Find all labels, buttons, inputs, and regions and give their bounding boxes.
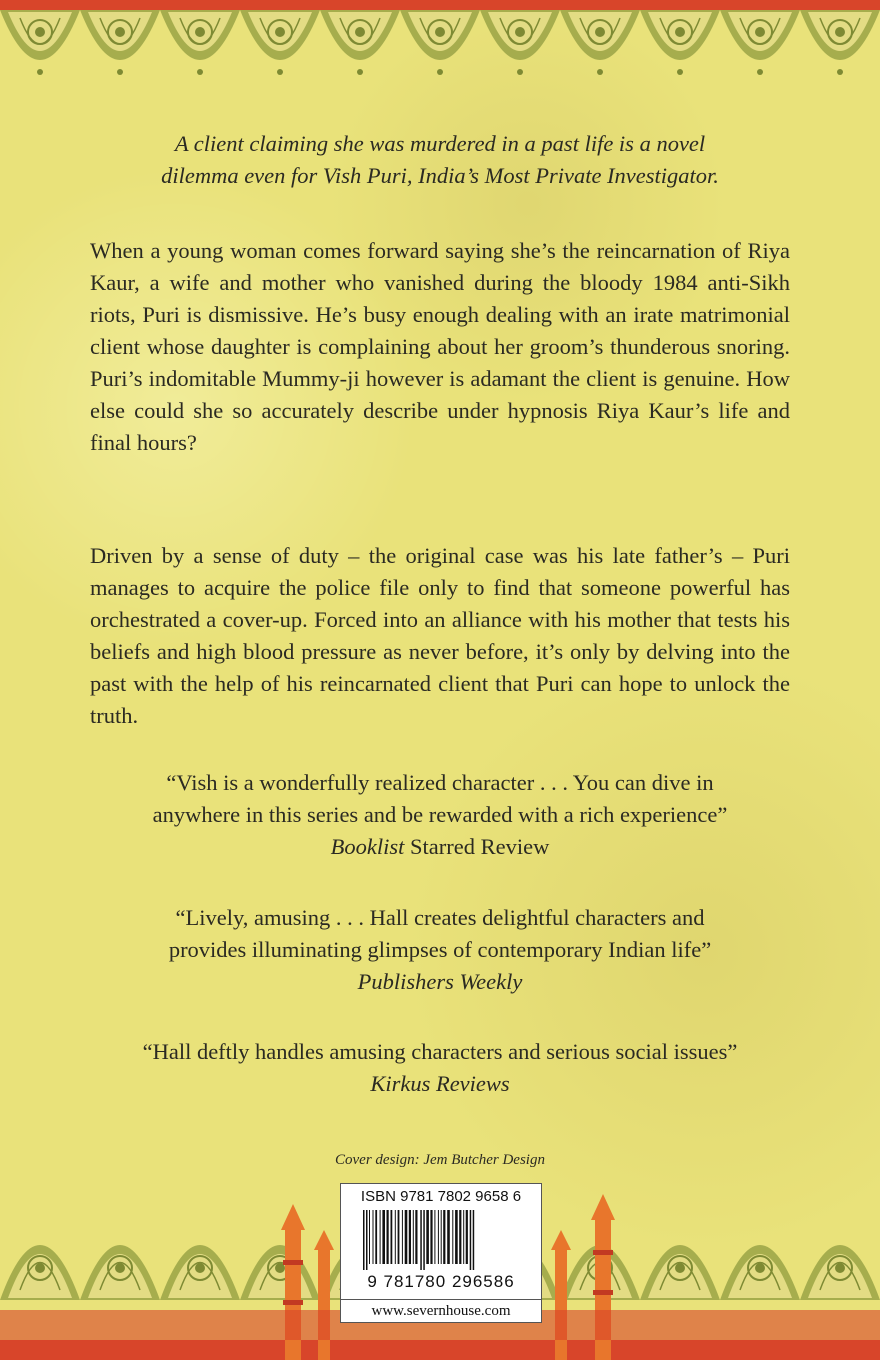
barcode-bar <box>373 1210 374 1264</box>
synopsis-paragraph-2 <box>90 540 790 732</box>
barcode-bar <box>380 1210 381 1264</box>
barcode-bar <box>447 1210 450 1264</box>
barcode-number: 9 781780 296586 <box>367 1272 515 1291</box>
barcode-bar <box>452 1210 453 1264</box>
barcode-bar <box>473 1210 475 1270</box>
barcode-bar <box>402 1210 403 1264</box>
quote-line: “Lively, amusing . . . Hall creates delightful characters and <box>175 905 705 930</box>
barcode-bar <box>382 1210 385 1264</box>
barcode-bar <box>366 1210 368 1270</box>
tagline-line-1: A client claiming she was murdered in a past life is a novel <box>174 131 706 156</box>
barcode-bar <box>409 1210 411 1264</box>
barcode-bar <box>459 1210 461 1264</box>
barcode-bar <box>363 1210 365 1270</box>
barcode-bar <box>430 1210 432 1264</box>
barcode-image <box>361 1210 536 1270</box>
barcode-bar <box>426 1210 429 1264</box>
review-quote-kirkus <box>60 1036 820 1100</box>
quote-source-suffix: Starred Review <box>404 834 550 859</box>
barcode-bar <box>398 1210 400 1264</box>
review-quote-booklist <box>60 767 820 863</box>
quote-line: provides illuminating glimpses of contemporary Indian life” <box>168 937 712 962</box>
barcode-bar <box>369 1210 370 1264</box>
barcode-bar <box>387 1210 389 1264</box>
quote-line: anywhere in this series and be rewarded with a rich experience” <box>152 802 728 827</box>
quote-line: “Hall deftly handles amusing characters and serious social issues” <box>142 1039 738 1064</box>
barcode-bar <box>395 1210 396 1264</box>
review-quote-publishers-weekly <box>60 902 820 998</box>
synopsis-paragraph-1 <box>90 235 790 459</box>
barcode-bar <box>391 1210 393 1264</box>
barcode-bar <box>438 1210 439 1264</box>
tagline <box>90 128 790 192</box>
barcode-bar <box>413 1210 414 1264</box>
quote-line: “Vish is a wonderfully realized character . . . You can dive in <box>166 770 714 795</box>
isbn-label: ISBN 9781 7802 9658 6 <box>360 1188 522 1205</box>
barcode-bar <box>466 1210 468 1264</box>
quote-source-title: Kirkus Reviews <box>370 1071 510 1096</box>
barcode-bar <box>443 1210 445 1264</box>
barcode-bar <box>441 1210 442 1264</box>
tagline-line-2: dilemma even for Vish Puri, India’s Most Private Investigator. <box>161 163 719 188</box>
barcode-bar <box>423 1210 425 1270</box>
isbn-barcode-box <box>340 1183 542 1323</box>
cover-design-credit: Cover design: Jem Butcher Design <box>335 1152 545 1168</box>
paragraph-text: When a young woman comes forward saying she’s the reincarnation of Riya Kaur, a wife and mother who vanished during the bloody 1984 anti-Sikh riots, Puri is dismissive. He’s busy enough dealing with an irate matrimonial client whose daughter is complaining about her groom’s thunderous snoring. Puri’s indomitable Mummy-ji however is adamant the client is genuine. How else could she so accurately describe under hypnosis Riya Kaur’s life and final hours? <box>90 238 790 455</box>
barcode-bar <box>405 1210 408 1264</box>
barcode-bar <box>470 1210 472 1270</box>
barcode-bar <box>420 1210 422 1270</box>
quote-source-title: Publishers Weekly <box>357 969 523 994</box>
barcode-bar <box>415 1210 417 1264</box>
quote-source <box>60 831 820 863</box>
barcode-bar <box>463 1210 464 1264</box>
publisher-website: www.severnhouse.com <box>341 1299 541 1322</box>
barcode-bar <box>375 1210 377 1264</box>
barcode-bar <box>455 1210 458 1264</box>
paragraph-text: Driven by a sense of duty – the original case was his late father’s – Puri manages to acquire the police file only to find that someone powerful has orchestrated a cover-up. Forced into an alliance with his mother that tests his beliefs and high blood pressure as never before, it’s only by delving into the past with the help of his reincarnated client that Puri can hope to unlock the truth. <box>90 543 790 728</box>
top-ornamental-border <box>0 0 880 110</box>
barcode-bar <box>434 1210 435 1264</box>
quote-source-title: Booklist <box>330 834 405 859</box>
